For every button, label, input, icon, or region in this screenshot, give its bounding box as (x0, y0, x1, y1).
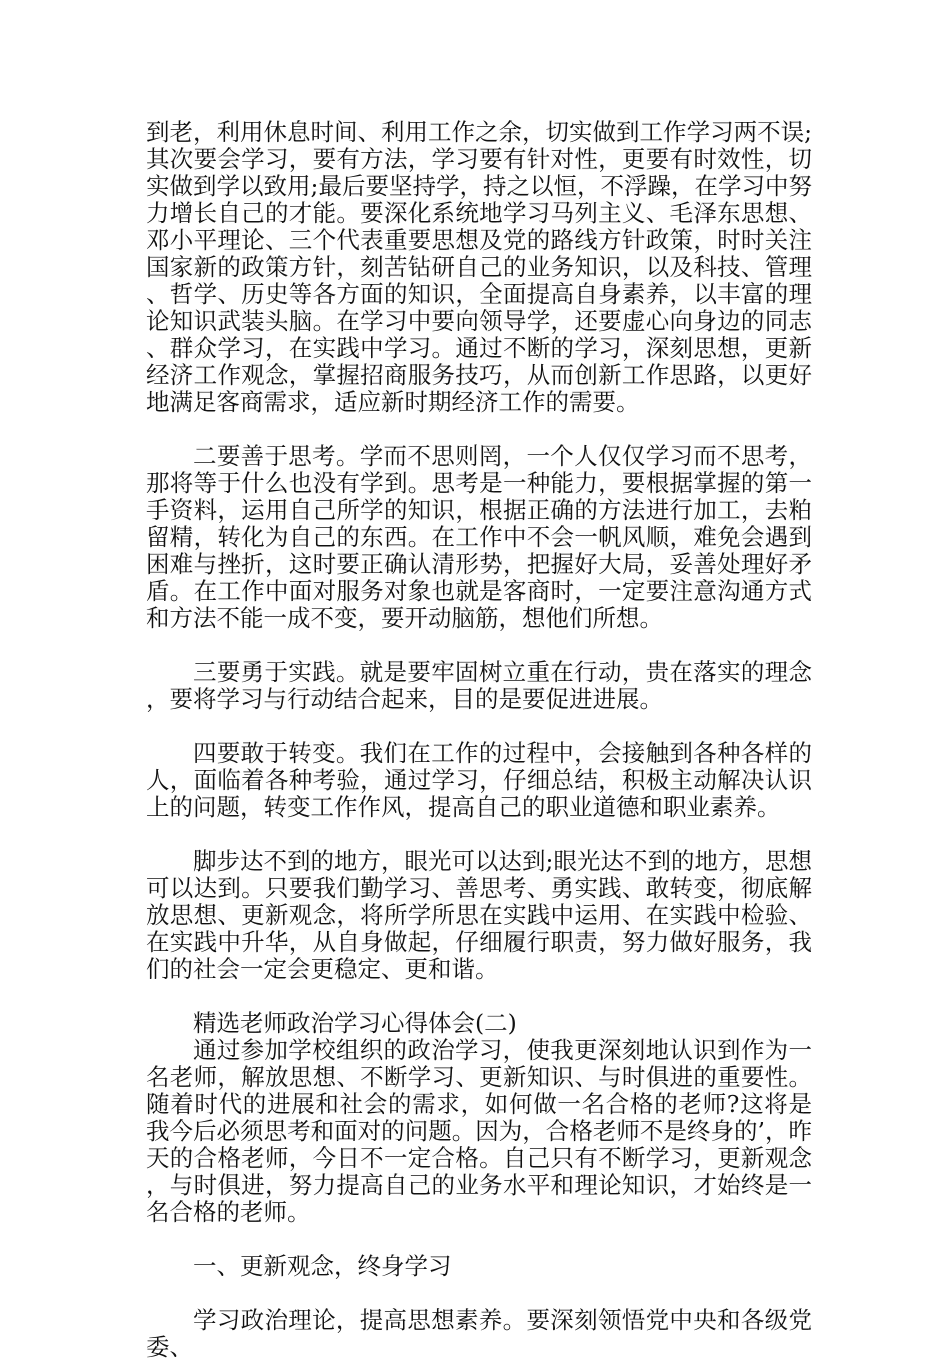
paragraph-thinking: 二要善于思考。学而不思则罔，一个人仅仅学习而不思考，那将等于什么也没有学到。思考是一种能力，要根据掌握的第一手资料，运用自己所学的知识，根据正确的方法进行加工，去粕留精，转化为自己的东西。在工作中不会一帆风顺，难免会遇到困难与挫折，这时要正确认清形势，把握好大局，妥善处理好矛盾。在工作中面对服务对象也就是客商时，一定要注意沟通方式和方法不能一成不变，要开动脑筋，想他们所想。 (146, 442, 812, 632)
paragraph-conclusion: 脚步达不到的地方，眼光可以达到;眼光达不到的地方，思想可以达到。只要我们勤学习、善思考、勇实践、敢转变，彻底解放思想、更新观念，将所学所思在实践中运用、在实践中检验、在实践中升华，从自身做起，仔细履行职责，努力做好服务，我们的社会一定会更稳定、更和谐。 (146, 847, 812, 983)
subheading-update-concepts: 一、更新观念，终身学习 (193, 1252, 452, 1280)
section-heading: 精选老师政治学习心得体会(二) (193, 1009, 517, 1037)
paragraph-political-theory: 学习政治理论，提高思想素养。要深刻领悟党中央和各级党委、 (146, 1306, 812, 1361)
paragraph-intro-teacher: 通过参加学校组织的政治学习，使我更深刻地认识到作为一名老师，解放思想、不断学习、更新知识、与时俱进的重要性。随着时代的进展和社会的需求，如何做一名合格的老师?这将是我今后必须思考和面对的问题。因为，合格老师不是终身的’，昨天的合格老师，今日不一定合格。自己只有不断学习，更新观念，与时俱进，努力提高自己的业务水平和理论知识，才始终是一名合格的老师。 (146, 1036, 812, 1226)
document-page (146, 119, 812, 1361)
paragraph-change: 四要敢于转变。我们在工作的过程中，会接触到各种各样的人，面临着各种考验，通过学习，仔细总结，积极主动解决认识上的问题，转变工作作风，提高自己的职业道德和职业素养。 (146, 739, 812, 821)
paragraph-practice: 三要勇于实践。就是要牢固树立重在行动，贵在落实的理念，要将学习与行动结合起来，目的是要促进进展。 (146, 658, 812, 713)
paragraph-study-continuation: 到老，利用休息时间、利用工作之余，切实做到工作学习两不误;其次要会学习，要有方法，学习要有针对性，更要有时效性，切实做到学以致用;最后要坚持学，持之以恒，不浮躁，在学习中努力增长自己的才能。要深化系统地学习马列主义、毛泽东思想、邓小平理论、三个代表重要思想及党的路线方针政策，时时关注国家新的政策方针，刻苦钻研自己的业务知识，以及科技、管理、哲学、历史等各方面的知识，全面提高自身素养，以丰富的理论知识武装头脑。在学习中要向领导学，还要虚心向身边的同志、群众学习，在实践中学习。通过不断的学习，深刻思想，更新经济工作观念，掌握招商服务技巧，从而创新工作思路，以更好地满足客商需求，适应新时期经济工作的需要。 (146, 118, 812, 416)
